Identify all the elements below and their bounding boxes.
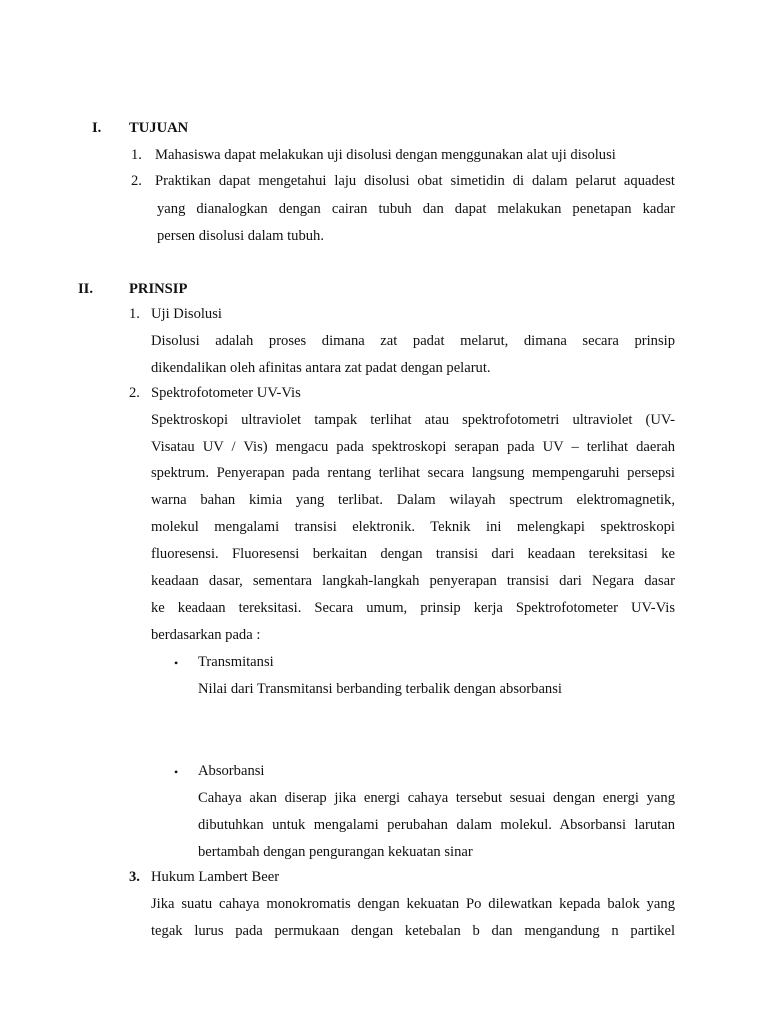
bullet-transmitansi-marker: • [174, 656, 179, 670]
tujuan-item-2-line-2: yang dianalogkan dengan cairan tubuh dan dapat melakukan penetapan kadar [157, 201, 675, 217]
tujuan-item-2-number: 2. [131, 173, 142, 189]
lambert-beer-line-2: tegak lurus pada permukaan dengan ketebalan b dan mengandung n partikel [151, 923, 675, 939]
spektro-line-4: warna bahan kimia yang terlibat. Dalam wilayah spectrum elektromagnetik, [151, 492, 675, 508]
prinsip-item-3-number: 3. [129, 869, 140, 885]
prinsip-item-1-title: Uji Disolusi [151, 306, 222, 322]
spektro-line-8: ke keadaan tereksitasi. Secara umum, prinsip kerja Spektrofotometer UV-Vis [151, 600, 675, 616]
bullet-transmitansi-title: Transmitansi [198, 654, 274, 670]
absorbansi-line-1: Cahaya akan diserap jika energi cahaya tersebut sesuai dengan energi yang [198, 790, 675, 806]
prinsip-item-2-number: 2. [129, 385, 140, 401]
spektro-line-2: Visatau UV / Vis) mengacu pada spektroskopi serapan pada UV – terlihat daerah [151, 439, 675, 455]
section-2-numeral: II. [78, 281, 94, 297]
section-2-heading: PRINSIP [129, 281, 188, 297]
spektro-line-5: molekul mengalami transisi elektronik. Teknik ini melengkapi spektroskopi [151, 519, 675, 535]
spektro-line-1: Spektroskopi ultraviolet tampak terlihat atau spektrofotometri ultraviolet (UV- [151, 412, 675, 428]
tujuan-item-1-number: 1. [131, 147, 142, 163]
spektro-line-3: spektrum. Penyerapan pada rentang terlihat secara langsung mempengaruhi persepsi [151, 465, 675, 481]
uji-disolusi-line-2: dikendalikan oleh afinitas antara zat padat dengan pelarut. [151, 360, 491, 376]
section-1-heading: TUJUAN [129, 120, 189, 136]
spektro-line-6: fluoresensi. Fluoresensi berkaitan dengan transisi dari keadaan tereksitasi ke [151, 546, 675, 562]
spektro-line-9: berdasarkan pada : [151, 627, 261, 643]
bullet-absorbansi-title: Absorbansi [198, 763, 265, 779]
prinsip-item-2-title: Spektrofotometer UV-Vis [151, 385, 301, 401]
tujuan-item-1-text: Mahasiswa dapat melakukan uji disolusi dengan menggunakan alat uji disolusi [155, 147, 616, 163]
tujuan-item-2-line-1: Praktikan dapat mengetahui laju disolusi obat simetidin di dalam pelarut aquadest [155, 173, 675, 189]
transmitansi-line-1: Nilai dari Transmitansi berbanding terbalik dengan absorbansi [198, 681, 562, 697]
absorbansi-line-2: dibutuhkan untuk mengalami perubahan dalam molekul. Absorbansi larutan [198, 817, 675, 833]
prinsip-item-3-title: Hukum Lambert Beer [151, 869, 280, 885]
lambert-beer-line-1: Jika suatu cahaya monokromatis dengan kekuatan Po dilewatkan kepada balok yang [151, 896, 675, 912]
spektro-line-7: keadaan dasar, sementara langkah-langkah penyerapan transisi dari Negara dasar [151, 573, 675, 589]
section-1-numeral: I. [92, 120, 102, 136]
absorbansi-line-3: bertambah dengan pengurangan kekuatan sinar [198, 844, 473, 860]
tujuan-item-2-line-3: persen disolusi dalam tubuh. [157, 228, 324, 244]
prinsip-item-1-number: 1. [129, 306, 140, 322]
bullet-absorbansi-marker: • [174, 765, 179, 779]
uji-disolusi-line-1: Disolusi adalah proses dimana zat padat melarut, dimana secara prinsip [151, 333, 675, 349]
